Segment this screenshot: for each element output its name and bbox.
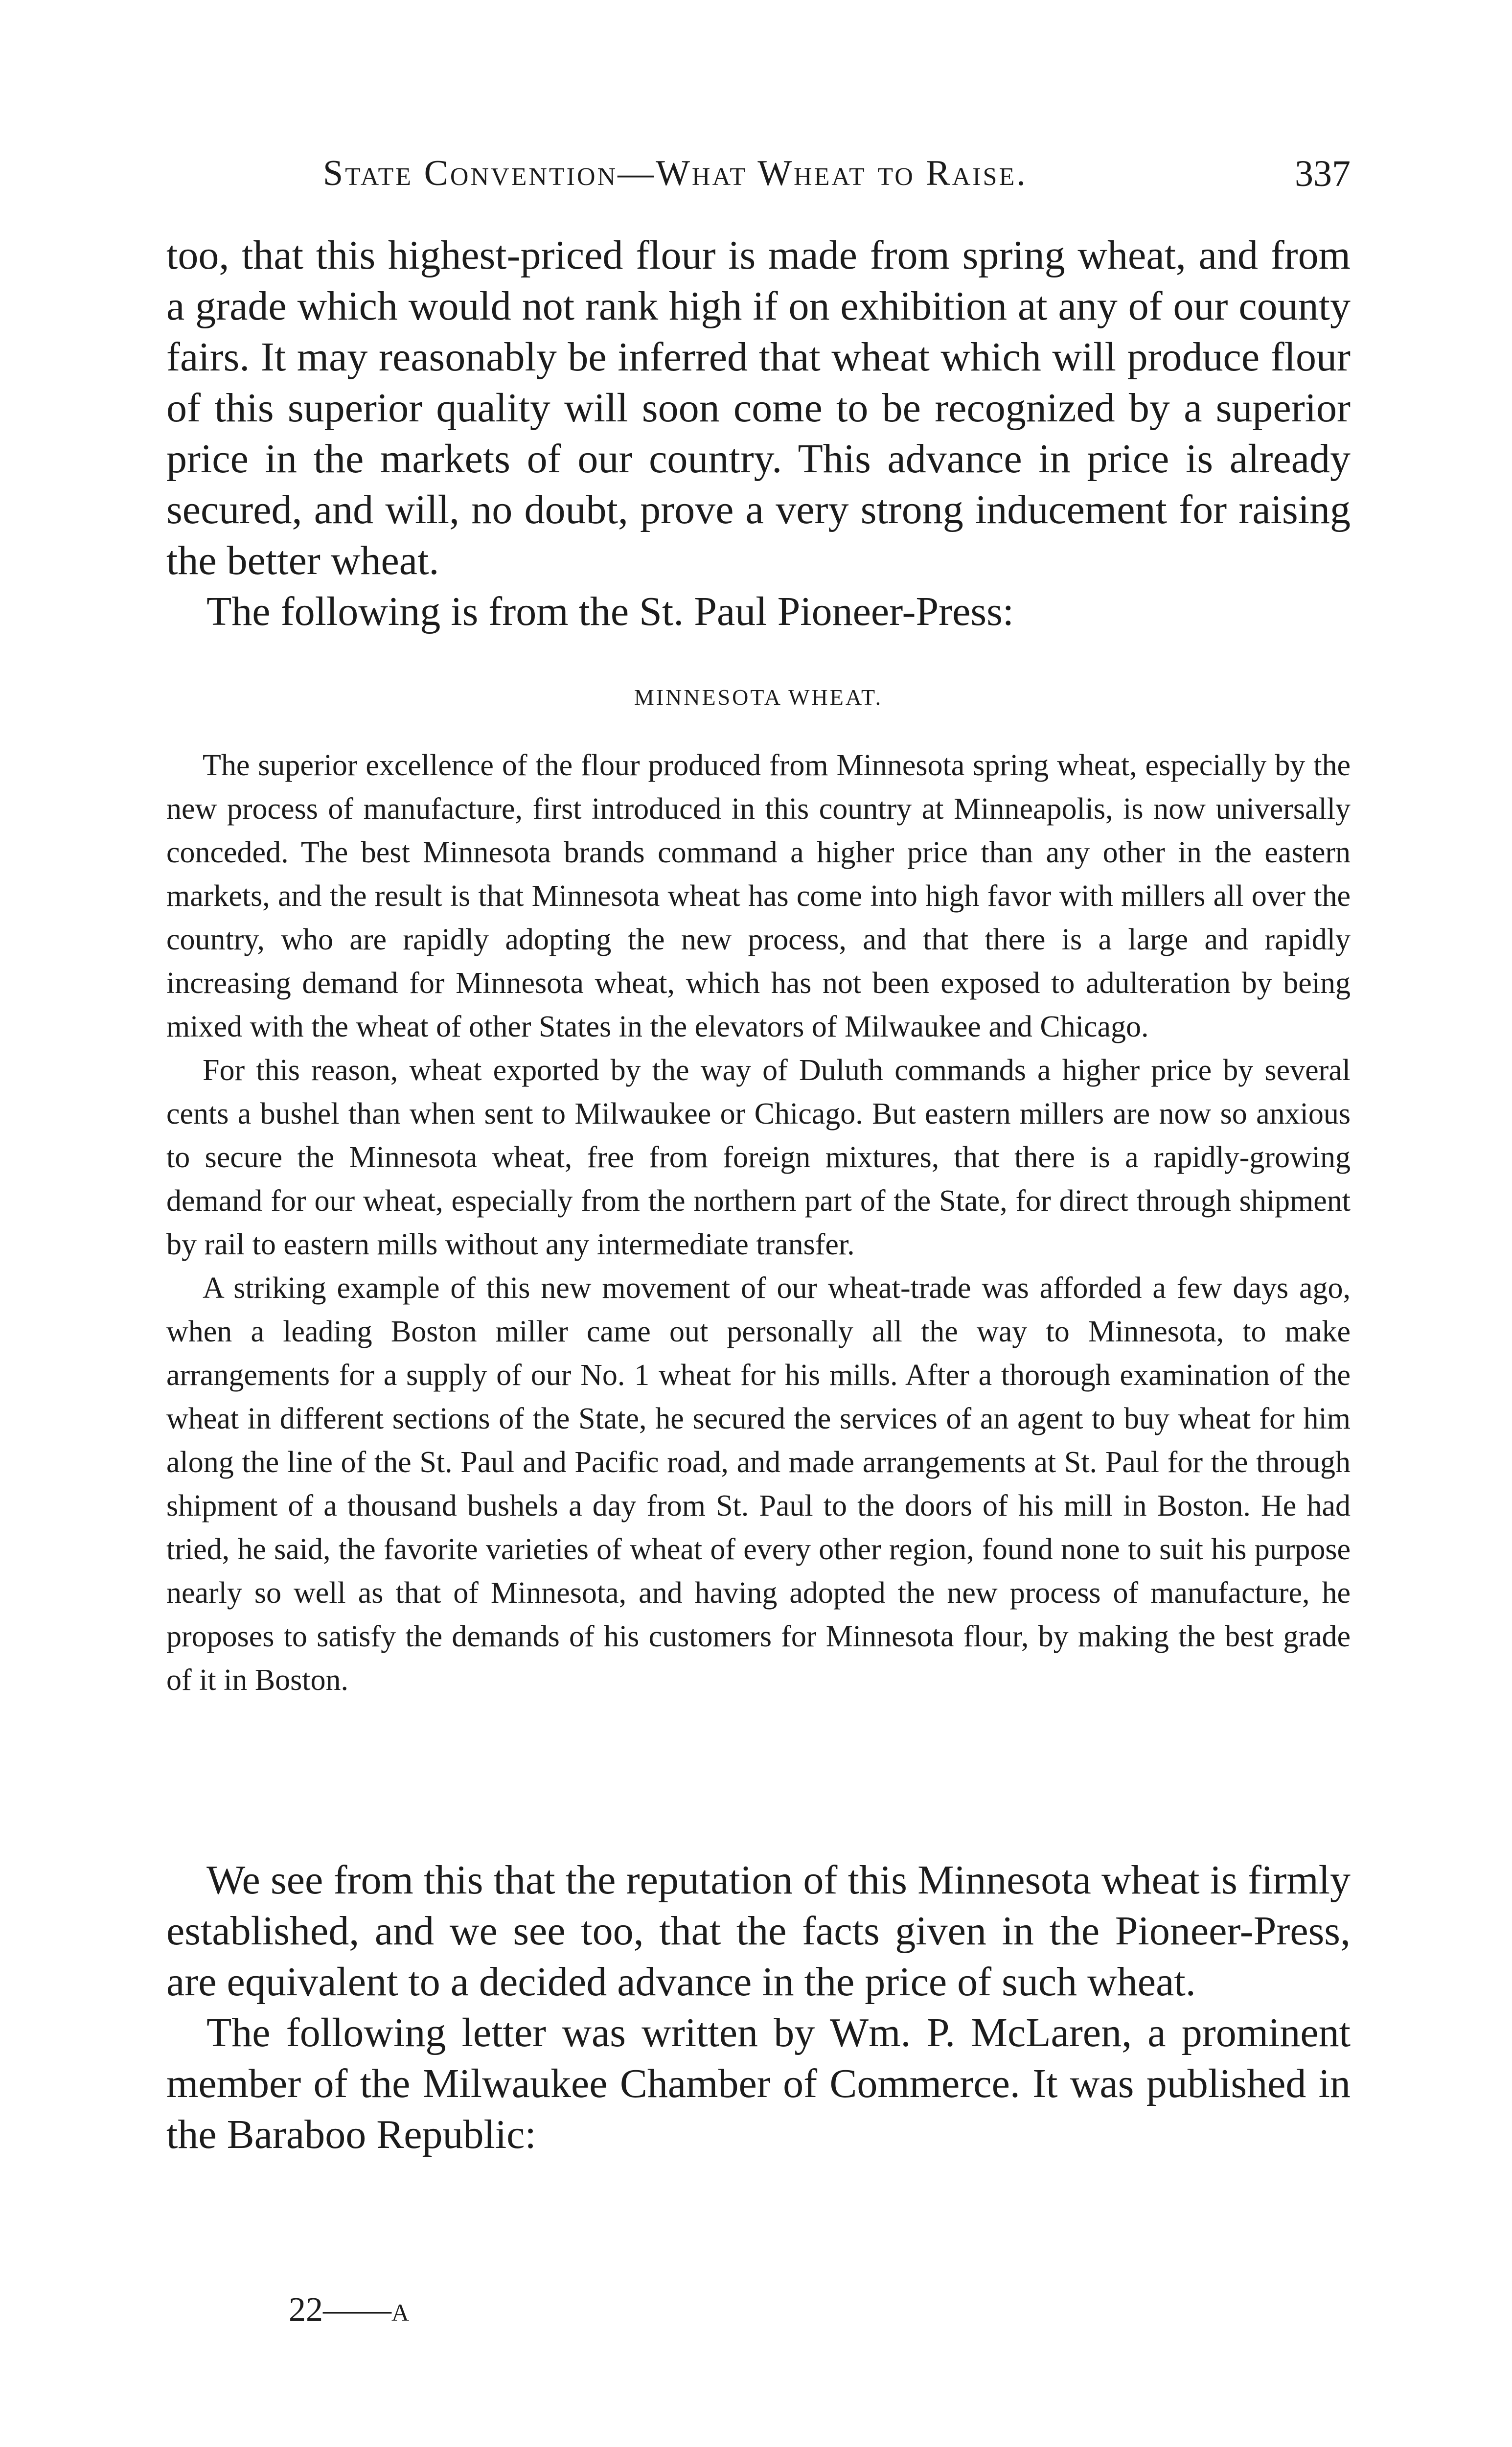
signature-dash: —— <box>323 2291 391 2329</box>
quote-paragraph: For this reason, wheat exported by the way of Duluth commands a higher price by several cents a bushel than when sent to Milwaukee or Chicago. But eastern millers are now so anxious to secure the Minnesota wheat, free from foreign mixtures, that there is a rapidly-growing demand for our wheat, especially from the northern part of the State, for direct through shipment by rail to eastern mills without any intermediate transfer. <box>166 1054 1351 1261</box>
closing-text <box>166 1855 1351 2160</box>
quote-paragraph: The superior excellence of the flour produced from Minnesota spring wheat, especially by the new process of manufacture, first introduced in this country at Minneapolis, is now universally conceded. The best Minnesota brands command a higher price than any other in the eastern markets, and the result is that Minnesota wheat has come into high favor with millers all over the country, who are rapidly adopting the new process, and that there is a large and rapidly increasing demand for Minnesota wheat, which has not been exposed to adulteration by being mixed with the wheat of other States in the elevators of Milwaukee and Chicago. <box>166 749 1351 1043</box>
opening-text <box>166 230 1351 637</box>
quote-paragraph: A striking example of this new movement of our wheat-trade was afforded a few days ago, when a leading Boston miller came out personally all the way to Minnesota, to make arrangements for a supply of our No. 1 wheat for his mills. After a thorough examination of the wheat in different sections of the State, he secured the services of an agent to buy wheat for him along the line of the St. Paul and Pacific road, and made arrangements at St. Paul for the through shipment of a thousand bushels a day from St. Paul to the doors of his mill in Boston. He had tried, he said, the favorite varieties of wheat of every other region, found none to suit his purpose nearly so well as that of Minnesota, and having adopted the new process of manufacture, he proposes to satisfy the demands of his customers for Minnesota flour, by making the best grade of it in Boston. <box>166 1271 1351 1697</box>
quote-title: MINNESOTA WHEAT. <box>634 685 883 710</box>
signature-number: 22 <box>289 2291 323 2329</box>
signature-mark <box>289 2290 409 2330</box>
signature-letter: A <box>391 2299 410 2326</box>
running-head <box>166 153 1351 207</box>
quoted-article <box>166 744 1351 1702</box>
running-title: State Convention—What Wheat to Raise. <box>323 153 1028 193</box>
opening-paragraph: too, that this highest-priced flour is made from spring wheat, and from a grade which would not rank high if on exhibition at any of our county fairs. It may reasonably be inferred that wheat which will produce flour of this superior quality will soon come to be recognized by a superior price in the markets of our country. This advance in price is already secured, and will, no doubt, prove a very strong inducement for raising the better wheat. <box>166 232 1351 583</box>
page-number: 337 <box>1295 153 1351 194</box>
intro-quote-line: The following is from the St. Paul Pioneer-Press: <box>206 589 1014 634</box>
closing-paragraph: The following letter was written by Wm. P. McLaren, a prominent member of the Milwaukee Chamber of Commerce. It was published in the Baraboo Republic: <box>166 2010 1351 2157</box>
closing-paragraph: We see from this that the reputation of this Minnesota wheat is firmly established, and we see too, that the facts given in the Pioneer-Press, are equivalent to a decided advance in the price of such wheat. <box>166 1857 1351 2005</box>
